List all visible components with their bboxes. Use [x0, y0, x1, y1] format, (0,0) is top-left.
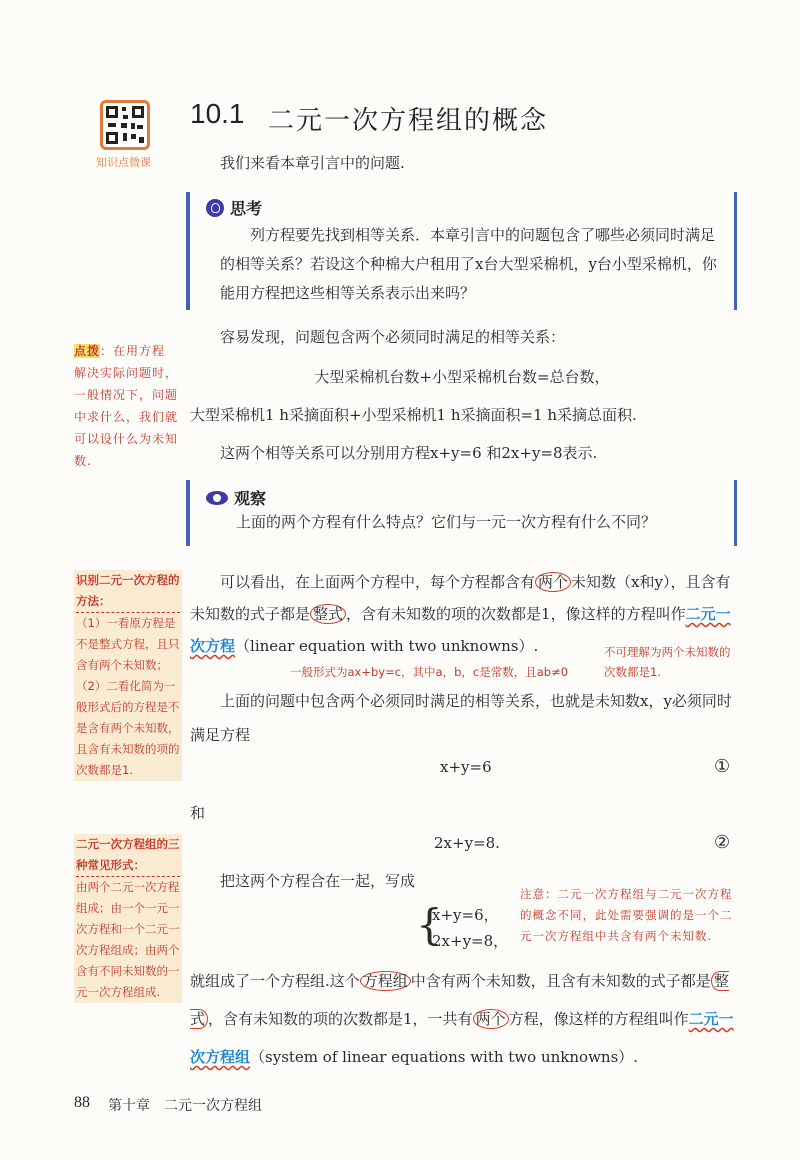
term-linear-equation: 二元一次方程: [190, 605, 731, 655]
para-6-h: （system of linear equations with two unknowns）.: [250, 1048, 639, 1066]
equation-2: 2x+y=8.: [434, 834, 500, 852]
para-3-circled-integral: 整式: [310, 604, 346, 624]
and-text: 和: [190, 804, 206, 822]
note-general-form: 一般形式为ax+by=c，其中a，b，c是常数，且ab≠0: [290, 665, 569, 679]
equation-1-mark: ①: [714, 756, 731, 777]
para-5: 把这两个方程合在一起，写成: [220, 872, 416, 890]
para-6-g: 方程，像这样的方程组叫作: [508, 1010, 689, 1028]
para-6-circled-system: 方程组: [360, 971, 411, 991]
relation-1: 大型采棉机台数+小型采棉机台数=总台数，: [314, 368, 610, 386]
system-line-2: 2x+y=8，: [432, 932, 509, 950]
think-title: 思考: [230, 199, 263, 218]
relation-2: 大型采棉机1 h采摘面积+小型采棉机1 h采摘面积=1 h采摘总面积.: [190, 406, 637, 424]
tip-note: [74, 340, 178, 472]
para-2: 这两个相等关系可以分别用方程x+y=6 和2x+y=8表示.: [220, 444, 598, 462]
para-3-c: 未知数（x和y），且含有未知数的式子都是: [190, 573, 731, 623]
think-box: [186, 192, 737, 310]
qr-code-icon[interactable]: [100, 100, 150, 150]
eye-icon: [206, 491, 228, 505]
side-identify: [74, 570, 182, 781]
para-6-c: 中含有两个未知数，且含有未知数的式子都是: [410, 972, 711, 990]
tip-label: 点拨: [74, 344, 101, 358]
para-4: 上面的问题中包含两个必须同时满足的相等关系，也就是未知数x，y必须同时满足方程: [190, 692, 732, 744]
para-6: [190, 962, 736, 1076]
equation-1: x+y=6: [440, 758, 492, 776]
term-linear-system: 二元一次方程组: [190, 1010, 734, 1066]
observe-box: [186, 480, 737, 546]
para-6-e: ，含有未知数的项的次数都是1，一共有: [208, 1010, 473, 1028]
observe-text: 上面的两个方程有什么特点？它们与一元一次方程有什么不同？: [236, 513, 657, 531]
lightbulb-icon: [206, 199, 224, 217]
note-attention: 注意：二元一次方程组与二元一次方程的概念不同，此处需要强调的是一个二元一次方程组中共含有两个未知数.: [520, 887, 733, 943]
page-number: 88: [74, 1094, 90, 1111]
system-brace: {: [416, 900, 443, 949]
side-identify-title: 识别二元一次方程的方法：: [76, 570, 180, 613]
side-forms-title: 二元一次方程组的三种常见形式：: [76, 834, 180, 877]
note-degree: 不可理解为两个未知数的次数都是1.: [604, 645, 731, 679]
footer-chapter: 第十章 二元一次方程组: [108, 1098, 262, 1114]
side-forms: [74, 834, 182, 1003]
side-identify-text: （1）一看原方程是不是整式方程，且只含有两个未知数；（2）二看化简为一般形式后的方程是不是含有两个未知数，且含有未知数的项的次数都是1.: [76, 616, 180, 777]
para-3-f: （linear equation with two unknowns）.: [235, 637, 539, 655]
system-line-1: x+y=6，: [432, 906, 499, 924]
tip-text: ：在用方程解决实际问题时，一般情况下，问题中求什么，我们就可以设什么为未知数.: [74, 344, 179, 468]
para-6-circled-two: 两个: [473, 1009, 509, 1029]
para-3-circled-two: 两个: [535, 572, 571, 592]
para-6-a: 就组成了一个方程组.这个: [190, 972, 360, 990]
intro-text: 我们来看本章引言中的问题.: [220, 154, 405, 172]
qr-label: 知识点微课: [96, 156, 151, 169]
side-forms-text: 由两个二元一次方程组成；由一个一元一次方程和一个二元一次方程组成；由两个含有不同未知数的一元一次方程组成.: [76, 880, 180, 999]
para-3-e: ，含有未知数的项的次数都是1，像这样的方程叫作: [346, 605, 686, 623]
think-text: 列方程要先找到相等关系．本章引言中的问题包含了哪些必须同时满足的相等关系？若设这个种棉大户租用了x台大型采棉机，y台小型采棉机，你能用方程把这些相等关系表示出来吗？: [220, 226, 717, 302]
equation-2-mark: ②: [714, 832, 731, 853]
para-3-a: 可以看出，在上面两个方程中，每个方程都含有: [220, 573, 536, 591]
observe-title: 观察: [234, 489, 267, 508]
para-6-circled-integral: 整式: [190, 972, 729, 1028]
section-number: 10.1: [190, 98, 245, 129]
para-1: 容易发现，问题包含两个必须同时满足的相等关系：: [220, 328, 566, 346]
section-title: 二元一次方程组的概念: [268, 106, 549, 136]
